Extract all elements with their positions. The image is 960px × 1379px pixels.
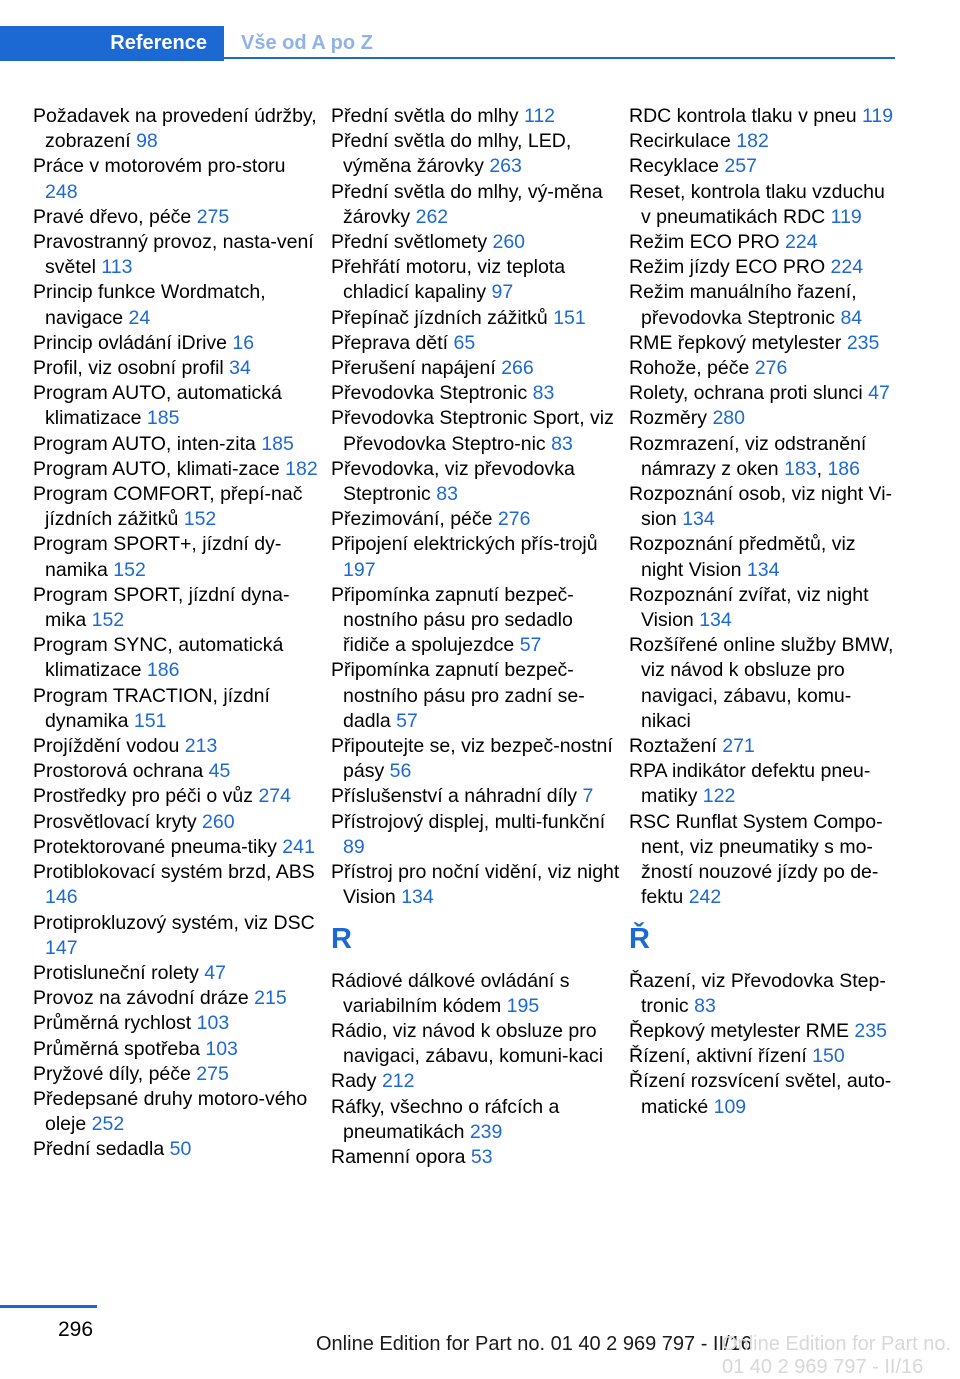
index-column-2	[331, 104, 621, 1170]
index-entry-text: Protektorované pneuma‐tiky	[33, 835, 283, 858]
page-link[interactable]: 266	[501, 357, 534, 380]
index-entry-text: Rozmrazení, viz odstranění námrazy z oken	[629, 432, 867, 480]
page-link[interactable]: 224	[830, 256, 864, 279]
index-entry	[629, 180, 899, 230]
index-entry	[331, 860, 621, 910]
index-entry-text: Průměrná spotřeba	[33, 1037, 206, 1060]
index-entry-text: Předepsané druhy motoro‐vého oleje	[33, 1087, 308, 1136]
index-entry	[629, 381, 899, 406]
index-entry	[33, 331, 323, 356]
index-entry	[33, 759, 323, 784]
page-link[interactable]: 224	[785, 231, 818, 254]
index-entry	[629, 633, 899, 734]
index-entry	[629, 255, 899, 280]
index-entry-text: Přístrojový displej, multi‐funkční	[331, 810, 606, 833]
index-entry-text: RSC Runflat System Compo‐nent, viz pneumatiky s mo‐žností nouzové jízdy po de‐fektu	[629, 810, 883, 909]
index-entry	[629, 1019, 899, 1044]
index-entry	[331, 810, 621, 860]
page-link[interactable]: 134	[746, 558, 780, 581]
index-entry-text: Provoz na závodní dráze	[33, 987, 255, 1010]
page-link[interactable]: 248	[45, 180, 78, 203]
index-entry-text: Převodovka Steptronic	[331, 382, 533, 405]
watermark: Online Edition for Part no. 01 40 2 969 797 - II/16	[722, 1333, 952, 1378]
page-link[interactable]: 83	[532, 382, 555, 405]
index-entry	[629, 331, 899, 356]
page-link[interactable]: 109	[713, 1095, 747, 1118]
index-entry	[331, 180, 621, 230]
index-entry-text: RDC kontrola tlaku v pneu	[629, 105, 863, 127]
page-link[interactable]: 241	[282, 835, 315, 858]
index-entry	[331, 1095, 621, 1145]
page-link[interactable]: 186	[146, 659, 180, 682]
index-entry-text: Rozpoznání předmětů, viz night Vision	[629, 533, 856, 581]
index-entry-text: Průměrná rychlost	[33, 1012, 197, 1035]
index-entry-text: Protiprokluzový systém, viz DSC	[33, 911, 315, 934]
page-link[interactable]: 24	[128, 306, 151, 329]
index-entry-text: Program AUTO, klimati‐zace	[33, 457, 286, 480]
page-link[interactable]: 271	[722, 735, 755, 758]
index-entry	[629, 583, 899, 633]
index-entry	[33, 532, 323, 582]
page-link[interactable]: 113	[101, 256, 133, 279]
index-entry-text: Řepkový metylester RME	[629, 1019, 855, 1042]
page-number: 296	[58, 1318, 94, 1341]
page-link[interactable]: 235	[854, 1019, 887, 1042]
page-link[interactable]: 213	[184, 735, 218, 758]
page-link[interactable]: 276	[754, 357, 788, 380]
index-entry	[33, 205, 323, 230]
index-entry-text: Řízení rozsvícení světel, auto‐matické	[629, 1070, 892, 1118]
index-entry-text: Přední světla do mlhy, LED, výměna žárovky	[331, 130, 572, 178]
index-entry	[331, 784, 621, 809]
index-entry	[629, 280, 899, 330]
index-entry	[33, 154, 323, 204]
page-link[interactable]: 235	[846, 331, 880, 354]
index-entry-text: Rady	[331, 1070, 382, 1093]
index-entry	[33, 961, 323, 986]
index-entry-text: Řazení, viz Převodovka Step‐tronic	[629, 969, 886, 1017]
page-link[interactable]: 260	[492, 231, 526, 254]
index-entry	[33, 1087, 323, 1137]
index-entry-text: Projíždění vodou	[33, 735, 185, 758]
index-entry-text: Program SYNC, automatická klimatizace	[33, 634, 284, 682]
index-entry-text: Pravostranný provoz, nasta‐vení světel	[33, 231, 314, 279]
page-link[interactable]: 197	[343, 558, 376, 581]
index-entry-text: Práce v motorovém pro‐storu	[33, 155, 286, 178]
page-link[interactable]: 152	[183, 508, 217, 531]
index-entry	[331, 230, 621, 255]
index-entry	[629, 129, 899, 154]
index-entry-text: Program TRACTION, jízdní dynamika	[33, 684, 270, 732]
footer-rule	[0, 1305, 97, 1308]
index-entry	[331, 457, 621, 507]
index-entry	[33, 734, 323, 759]
index-entry-text: Recyklace	[629, 155, 725, 178]
page-link[interactable]: 134	[699, 609, 732, 632]
index-entry-text: Připomínka zapnutí bezpeč‐nostního pásu pro zadní se‐dadla	[331, 659, 585, 732]
index-entry-text: Rolety, ochrana proti slunci	[629, 382, 869, 405]
index-entry	[629, 356, 899, 381]
index-entry-text: Připomínka zapnutí bezpeč‐nostního pásu pro sedadlo řidiče a spolujezdce	[331, 583, 574, 657]
index-entry-text: Přední světlomety	[331, 231, 493, 254]
page-link[interactable]: 122	[702, 785, 736, 808]
page-link[interactable]: 119	[862, 105, 894, 127]
index-entry	[331, 969, 621, 1019]
page-link[interactable]: 252	[91, 1113, 125, 1136]
index-entry-text: Rozměry	[629, 407, 713, 430]
index-entry-text: Program AUTO, automatická klimatizace	[33, 382, 282, 430]
index-entry	[33, 684, 323, 734]
index-entry	[33, 104, 323, 154]
index-entry	[33, 356, 323, 381]
page-link[interactable]: 150	[812, 1045, 845, 1068]
section-letter: Ř	[629, 922, 650, 955]
index-entry	[331, 255, 621, 305]
page-link[interactable]: 134	[401, 886, 434, 909]
page-link[interactable]: 152	[91, 609, 125, 632]
index-entry-text: Rádiové dálkové ovládání s variabilním kódem	[331, 969, 570, 1017]
index-entry	[629, 734, 899, 759]
index-entry	[33, 457, 323, 482]
edition-note: Online Edition for Part no. 01 40 2 969 797 - II/16	[316, 1333, 752, 1355]
page-link[interactable]: 182	[736, 130, 769, 153]
page-link[interactable]: 257	[724, 155, 757, 178]
page-link[interactable]: 53	[470, 1145, 493, 1168]
index-entry-text: Program COMFORT, přepí‐nač jízdních zážitků	[33, 483, 303, 531]
section-letter: R	[331, 922, 352, 955]
page-link[interactable]: 89	[343, 835, 365, 858]
page-link[interactable]: 103	[196, 1012, 230, 1035]
index-entry-text: Přední světla do mlhy	[331, 105, 524, 127]
page-link[interactable]: 134	[682, 508, 715, 531]
index-entry	[331, 507, 621, 532]
page-link[interactable]: 65	[453, 331, 476, 354]
tab-reference[interactable]: Reference	[0, 26, 224, 61]
index-entry	[331, 356, 621, 381]
index-entry	[629, 969, 899, 1019]
index-entry	[33, 810, 323, 835]
index-entry	[629, 230, 899, 255]
index-entry	[331, 381, 621, 406]
tab-index-a-z[interactable]: Vše od A po Z	[224, 26, 895, 59]
page-link[interactable]: 260	[202, 810, 235, 833]
index-entry	[33, 633, 323, 683]
page-link[interactable]: 239	[469, 1120, 503, 1143]
index-column-1	[33, 104, 323, 1163]
index-entry-text: Příslušenství a náhradní díly	[331, 785, 583, 808]
index-entry-text: Ráfky, všechno o ráfcích a pneumatikách	[331, 1095, 560, 1143]
index-entry-text: Režim ECO PRO	[629, 231, 786, 254]
header-tabs	[0, 26, 895, 61]
index-entry-text: Pryžové díly, péče	[33, 1062, 197, 1085]
index-entry-text: Režim manuálního řazení, převodovka Steptronic	[629, 281, 857, 329]
index-entry-text: Řízení, aktivní řízení	[629, 1045, 813, 1068]
page-link[interactable]: 182	[285, 457, 318, 480]
index-entry-text: Připoutejte se, viz bezpeč‐nostní pásy	[331, 735, 613, 783]
page-link[interactable]: 147	[45, 936, 78, 959]
index-entry-text: Reset, kontrola tlaku vzduchu v pneumatikách RDC	[629, 180, 885, 228]
index-entry	[629, 1069, 899, 1119]
index-entry-text: Program SPORT, jízdní dyna‐mika	[33, 583, 290, 632]
index-entry	[33, 1137, 323, 1162]
index-entry	[33, 1011, 323, 1036]
page-link[interactable]: 152	[113, 558, 146, 581]
index-entry-text: Profil, viz osobní profil	[33, 357, 230, 380]
page-link[interactable]: 34	[229, 357, 251, 380]
index-entry-text: RPA indikátor defektu pneu‐matiky	[629, 760, 871, 808]
index-entry	[331, 331, 621, 356]
index-entry-text: Roztažení	[629, 735, 723, 758]
page-link[interactable]: 47	[868, 382, 890, 405]
page-link[interactable]: 186	[827, 457, 860, 480]
index-entry-text: Převodovka, viz převodovka Steptronic	[331, 457, 575, 506]
index-entry	[33, 230, 323, 280]
index-entry	[331, 1145, 621, 1170]
index-entry	[331, 1019, 621, 1069]
index-entry	[33, 835, 323, 860]
page-link[interactable]: 16	[232, 331, 255, 354]
page-link[interactable]: 57	[519, 634, 542, 657]
index-entry-text: Princip funkce Wordmatch, navigace	[33, 281, 266, 329]
page-link[interactable]: 98	[136, 130, 158, 153]
page-link[interactable]: 275	[196, 205, 230, 228]
page-link[interactable]: 83	[551, 432, 573, 455]
page-link[interactable]: 83	[436, 483, 458, 506]
page-link[interactable]: 119	[830, 205, 862, 228]
index-entry	[629, 104, 899, 129]
index-entry-text: Přední světla do mlhy, vý‐měna žárovky	[331, 180, 603, 228]
index-entry	[33, 911, 323, 961]
index-entry-text: Rozpoznání osob, viz night Vi‐sion	[629, 483, 893, 531]
index-entry	[629, 810, 899, 911]
page-link[interactable]: 274	[258, 785, 291, 808]
index-entry-text: Přezimování, péče	[331, 508, 498, 531]
page-link[interactable]: 151	[133, 709, 167, 732]
page-link[interactable]: 242	[688, 886, 722, 909]
page-link[interactable]: 7	[582, 785, 594, 808]
index-entry-text: RME řepkový metylester	[629, 331, 847, 354]
index-entry	[331, 104, 621, 129]
index-entry-text: Pravé dřevo, péče	[33, 205, 197, 228]
index-entry	[33, 482, 323, 532]
page-link[interactable]: 275	[196, 1062, 229, 1085]
page-link[interactable]: 47	[204, 961, 226, 984]
index-entry	[33, 280, 323, 330]
page-link[interactable]: 50	[169, 1138, 192, 1161]
index-entry	[629, 406, 899, 431]
page-link[interactable]: 112	[523, 105, 556, 127]
page-link[interactable]: 146	[45, 886, 78, 909]
page-link[interactable]: 83	[694, 994, 716, 1017]
index-column-3	[629, 104, 899, 1120]
index-entry-text: Přístroj pro noční vidění, viz night Vision	[331, 861, 620, 909]
index-entry-text: Rádio, viz návod k obsluze pro navigaci, zábavu, komuni‐kaci	[331, 1019, 604, 1068]
index-entry-text: Rozpoznání zvířat, viz night Vision	[629, 583, 869, 632]
index-entry	[331, 129, 621, 179]
index-entry-text: Požadavek na provedení údržby, zobrazení	[33, 105, 317, 153]
index-entry-text: Protiblokovací systém brzd, ABS	[33, 861, 315, 884]
index-entry-text: Přední sedadla	[33, 1138, 170, 1161]
index-entry-text: Program AUTO, inten‐zita	[33, 432, 262, 455]
page-link[interactable]: 151	[553, 306, 586, 329]
page-link[interactable]: 84	[840, 306, 863, 329]
index-entry	[629, 154, 899, 179]
index-entry-text: Převodovka Steptronic Sport, viz Převodovka Steptro‐nic	[331, 407, 614, 455]
index-entry	[331, 1069, 621, 1094]
index-entry	[33, 1062, 323, 1087]
index-entry-text: Přeprava dětí	[331, 331, 454, 354]
index-entry-text: Připojení elektrických přís‐trojů	[331, 533, 598, 556]
index-entry-text: Protisluneční rolety	[33, 961, 205, 984]
index-entry	[33, 784, 323, 809]
index-entry-text: Přerušení napájení	[331, 357, 502, 380]
index-entry	[33, 1037, 323, 1062]
index-entry	[331, 406, 621, 456]
index-entry-text: Prostorová ochrana	[33, 760, 209, 783]
index-entry-text: Ramenní opora	[331, 1145, 471, 1168]
index-entry	[629, 1044, 899, 1069]
index-entry	[331, 734, 621, 784]
index-entry-text: Princip ovládání iDrive	[33, 331, 233, 354]
index-entry	[33, 432, 323, 457]
index-entry	[331, 306, 621, 331]
page-link[interactable]: 185	[146, 407, 180, 430]
page-link[interactable]: 276	[497, 508, 531, 531]
index-entry	[331, 583, 621, 659]
index-entry: Rozmrazení, viz odstranění námrazy z oken 183, 186	[629, 432, 867, 480]
index-entry-text: Recirkulace	[629, 130, 737, 153]
index-entry	[629, 532, 899, 582]
index-entry-text: Rohože, péče	[629, 357, 755, 380]
page-link[interactable]: 263	[489, 155, 522, 178]
page-link[interactable]: 57	[396, 709, 418, 732]
index-entry	[331, 532, 621, 582]
index-entry	[33, 860, 323, 910]
page-link[interactable]: 212	[381, 1070, 415, 1093]
index-entry-text: Prosvětlovací kryty	[33, 810, 203, 833]
page-link[interactable]: 45	[208, 760, 231, 783]
index-entry	[331, 658, 621, 734]
page-link[interactable]: 280	[712, 407, 745, 430]
page-link[interactable]: 97	[491, 281, 514, 304]
index-entry	[33, 986, 323, 1011]
index-entry	[629, 759, 899, 809]
page-link[interactable]: 56	[389, 760, 412, 783]
page-link[interactable]: 195	[506, 994, 540, 1017]
index-entry	[33, 381, 323, 431]
index-entry-text: Režim jízdy ECO PRO	[629, 256, 831, 279]
index-entry	[629, 482, 899, 532]
index-entry	[33, 583, 323, 633]
page-link[interactable]: 185	[261, 432, 294, 455]
index-entry-text: Program SPORT+, jízdní dy‐namika	[33, 533, 282, 581]
page-link[interactable]: 262	[415, 205, 449, 228]
index-entry-text: Přehřátí motoru, viz teplota chladicí kapaliny	[331, 256, 566, 304]
index-entry-text: Prostředky pro péči o vůz	[33, 785, 259, 808]
page-link[interactable]: 183	[784, 457, 817, 480]
index-entry-text: Rozšířené online služby BMW, viz návod k obsluze pro navigaci, zábavu, komu‐nikaci	[629, 634, 894, 732]
page-link[interactable]: 103	[205, 1037, 238, 1060]
index-entry-text: Přepínač jízdních zážitků	[331, 306, 554, 329]
page-link[interactable]: 215	[254, 987, 287, 1010]
